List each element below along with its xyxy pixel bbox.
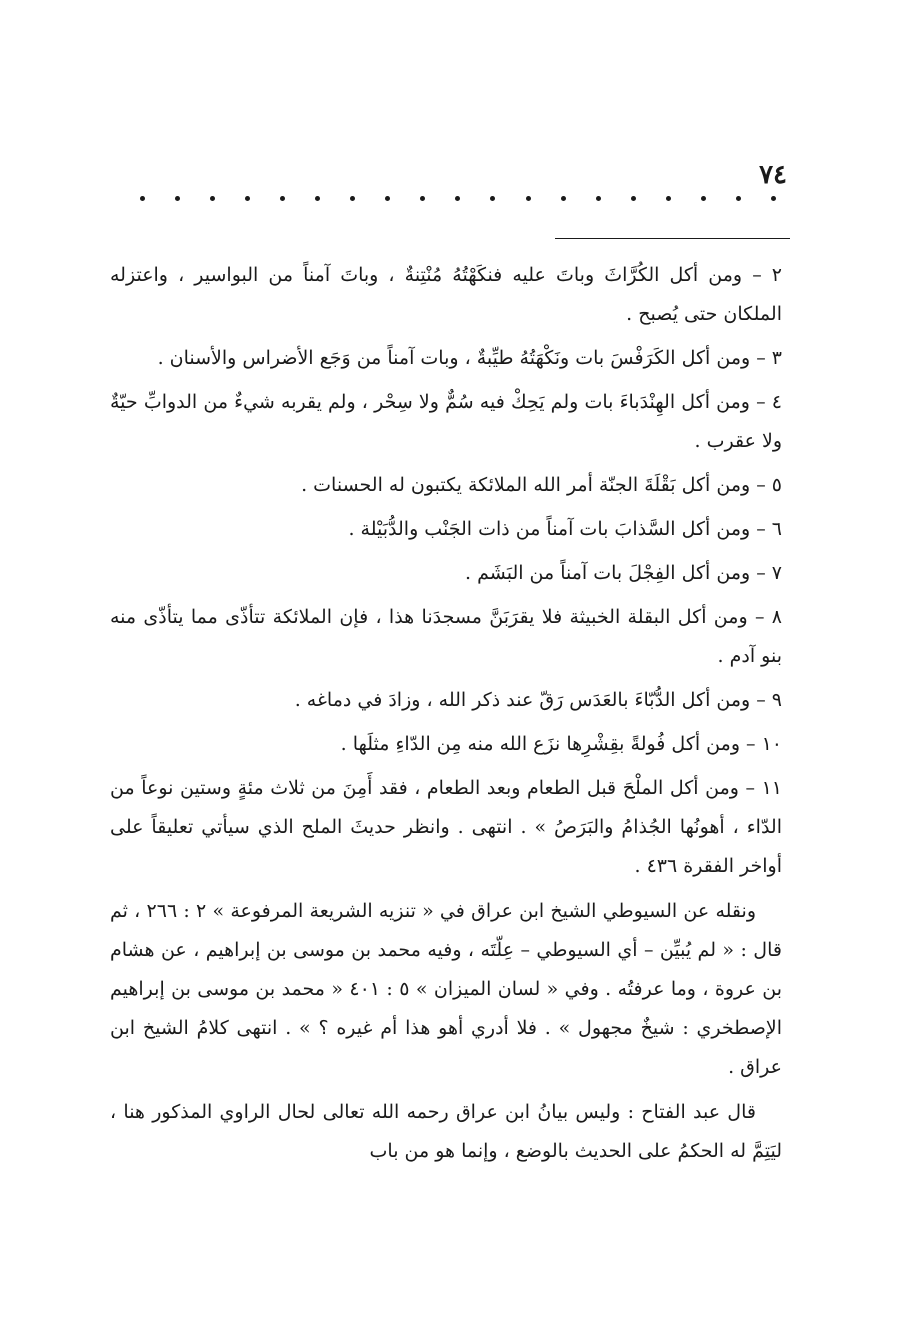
separator-dot bbox=[490, 196, 495, 201]
footnote-rule bbox=[555, 238, 790, 239]
footnote-item-7: ٧ – ومن أكل الفِجْلَ بات آمناً من البَشَم . bbox=[465, 562, 782, 584]
page-number: ٧٤ bbox=[759, 160, 787, 190]
footnote-item-2: ٢ – ومن أكل الكُرَّاثَ وباتَ عليه فنكَهْتُهُ مُنْتِنةٌ ، وباتَ آمناً من البواسير ، واعتزله الملكان حتى يُصبح . bbox=[110, 264, 782, 325]
author-note-paragraph: قال عبد الفتاح : وليس بيانُ ابن عراق رحمه الله تعالى لحال الراوي المذكور هنا ، ليَتِمَّ له الحكمُ على الحديث بالوضع ، وإنما هو من باب bbox=[110, 1101, 782, 1162]
separator-dot bbox=[315, 196, 320, 201]
dotted-separator bbox=[140, 196, 776, 201]
separator-dot bbox=[455, 196, 460, 201]
separator-dot bbox=[526, 196, 531, 201]
footnote-item-9: ٩ – ومن أكل الدُّبّاءَ بالعَدَس رَقّ عند ذكر الله ، وزادَ في دماغه . bbox=[294, 689, 782, 711]
separator-dot bbox=[140, 196, 145, 201]
separator-dot bbox=[420, 196, 425, 201]
separator-dot bbox=[631, 196, 636, 201]
footnote-item-10: ١٠ – ومن أكل فُولةً بقِشْرِها نزَع الله منه مِن الدّاءِ مثلَها . bbox=[340, 733, 782, 755]
separator-dot bbox=[280, 196, 285, 201]
footnote-item-5: ٥ – ومن أكل بَقْلَةَ الجنّة أمر الله الملائكة يكتبون له الحسنات . bbox=[301, 474, 782, 496]
footnote-body bbox=[110, 256, 782, 1176]
footnote-item-3: ٣ – ومن أكل الكَرَفْسَ بات ونَكْهَتُهُ طيِّبةٌ ، وبات آمناً من وَجَع الأضراس والأسنان . bbox=[157, 347, 782, 369]
separator-dot bbox=[175, 196, 180, 201]
commentary-paragraph: ونقله عن السيوطي الشيخ ابن عراق في « تنزيه الشريعة المرفوعة » ٢ : ٢٦٦ ، ثم قال : « لم يُبيِّن – أي السيوطي – عِلّتَه ، وفيه محمد بن موسى بن إبراهيم ، عن هشام بن عروة ، وما عرفتُه . وفي « لسان الميزان » ٥ : ٤٠١ « محمد بن موسى بن إبراهيم الإصطخري : شيخٌ مجهول » . فلا أدري أهو هذا أم غيره ؟ » . انتهى كلامُ الشيخ ابن عراق . bbox=[110, 900, 782, 1078]
separator-dot bbox=[596, 196, 601, 201]
separator-dot bbox=[771, 196, 776, 201]
footnote-item-8: ٨ – ومن أكل البقلة الخبيثة فلا يقرَبَنَّ مسجدَنا هذا ، فإن الملائكة تتأذّى مما يتأذّى منه بنو آدم . bbox=[110, 606, 782, 667]
separator-dot bbox=[561, 196, 566, 201]
separator-dot bbox=[245, 196, 250, 201]
separator-dot bbox=[666, 196, 671, 201]
separator-dot bbox=[385, 196, 390, 201]
separator-dot bbox=[350, 196, 355, 201]
footnote-item-11: ١١ – ومن أكل الملْحَ قبل الطعام وبعد الطعام ، فقد أَمِنَ من ثلاث مئةٍ وستين نوعاً من الدّاء ، أهونُها الجُذامُ والبَرَصُ » . انتهى . وانظر حديثَ الملح الذي سيأتي تعليقاً على أواخر الفقرة ٤٣٦ . bbox=[110, 777, 782, 877]
footnote-item-6: ٦ – ومن أكل السَّذابَ بات آمناً من ذات الجَنْب والدُّبَيْلة . bbox=[348, 518, 782, 540]
separator-dot bbox=[701, 196, 706, 201]
separator-dot bbox=[736, 196, 741, 201]
separator-dot bbox=[210, 196, 215, 201]
footnote-item-4: ٤ – ومن أكل الهِنْدَباءَ بات ولم يَحِكْ فيه سُمٌّ ولا سِحْر ، ولم يقربه شيءٌ من الدوابِّ حيّةٌ ولا عقرب . bbox=[110, 391, 782, 452]
